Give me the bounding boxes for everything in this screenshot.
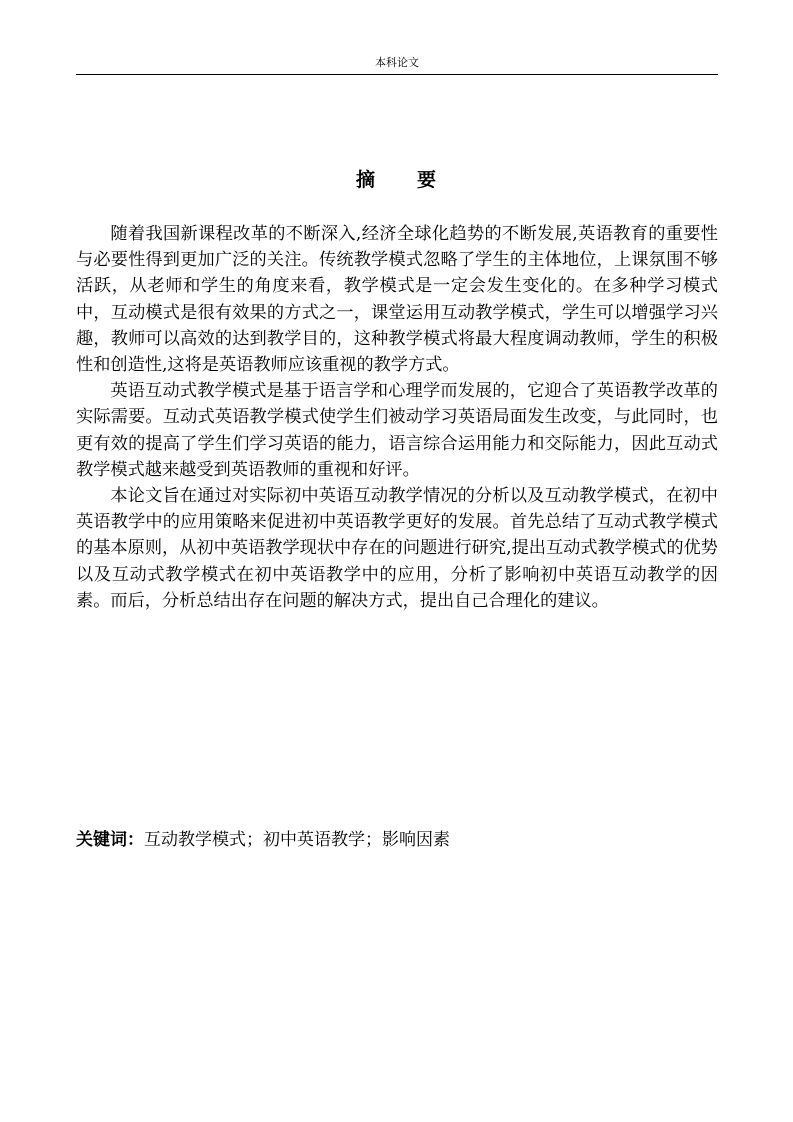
abstract-paragraph-1: 随着我国新课程改革的不断深入,经济全球化趋势的不断发展,英语教育的重要性与必要性得到更加广泛的关注。传统教学模式忽略了学生的主体地位，上课氛围不够活跃，从老师和学生的角度来看，教学模式是一定会发生变化的。在多种学习模式中，互动模式是很有效果的方式之一，课堂运用互动教学模式，学生可以增强学习兴趣，教师可以高效的达到教学目的，这种教学模式将最大程度调动教师，学生的积极性和创造性,这将是英语教师应该重视的教学方式。	[76, 224, 718, 376]
running-header-title: 本科论文	[375, 56, 419, 69]
abstract-body	[76, 221, 718, 614]
keywords-label: 关键词：	[76, 830, 144, 850]
abstract-title	[76, 166, 718, 194]
keywords-line	[76, 827, 718, 853]
abstract-title-left: 摘	[355, 169, 377, 191]
abstract-title-right: 要	[417, 169, 439, 191]
abstract-paragraph-3: 本论文旨在通过对实际初中英语互动教学情况的分析以及互动教学模式，在初中英语教学中的应用策略来促进初中英语教学更好的发展。首先总结了互动式教学模式的基本原则，从初中英语教学现状中存在的问题进行研究,提出互动式教学模式的优势以及互动式教学模式在初中英语教学中的应用，分析了影响初中英语互动教学的因素。而后，分析总结出存在问题的解决方式，提出自己合理化的建议。	[76, 486, 718, 611]
keywords-text: 互动教学模式；初中英语教学；影响因素	[144, 830, 450, 850]
running-header	[76, 55, 718, 75]
abstract-paragraph-2: 英语互动式教学模式是基于语言学和心理学而发展的，它迎合了英语教学改革的实际需要。互动式英语教学模式使学生们被动学习英语局面发生改变，与此同时，也更有效的提高了学生们学习英语的能力，语言综合运用能力和交际能力，因此互动式教学模式越来越受到英语教师的重视和好评。	[76, 381, 718, 480]
